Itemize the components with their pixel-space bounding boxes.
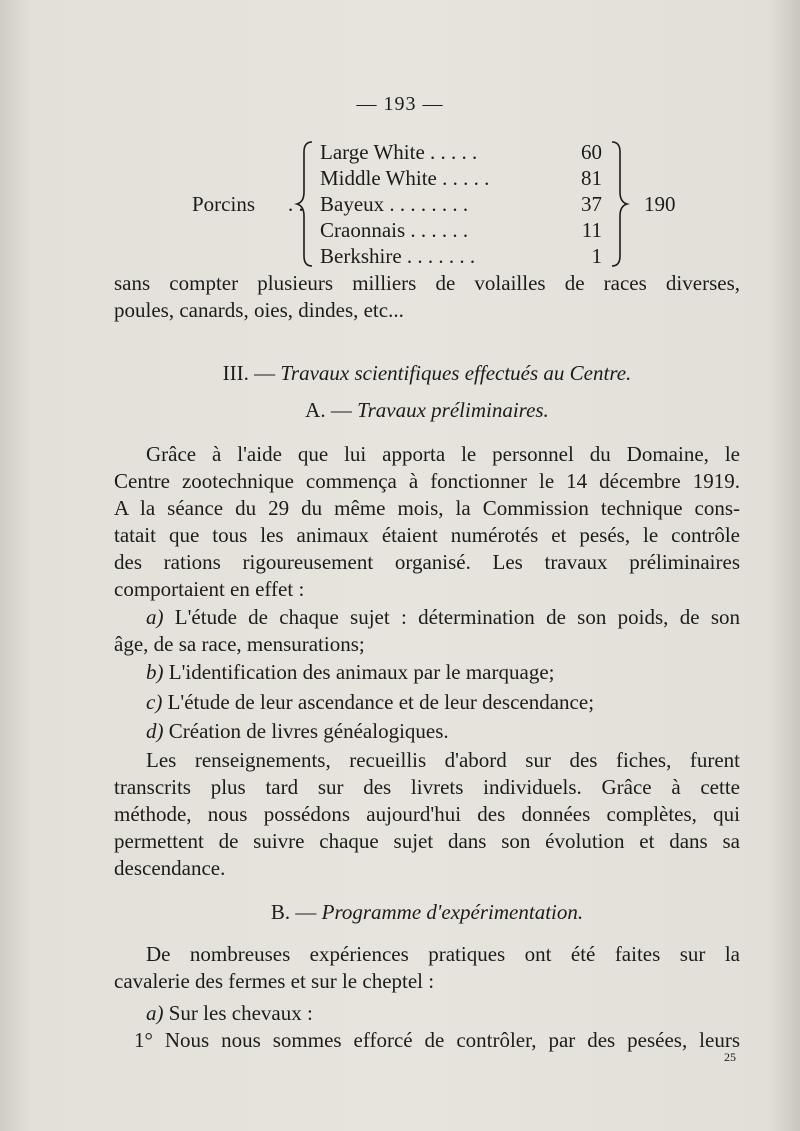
list-letter: c) xyxy=(146,690,163,714)
leader-dots: . . . . . xyxy=(430,140,478,164)
list-letter: d) xyxy=(146,719,164,743)
list-item xyxy=(114,718,740,745)
breed-name: Bayeux xyxy=(320,192,385,216)
total-count: 190 xyxy=(644,192,676,216)
section-title: Travaux scientifiques effectués au Centre. xyxy=(280,361,632,385)
section-heading-iii xyxy=(114,360,740,387)
list-text: L'identification des animaux par le marquage; xyxy=(168,660,555,684)
breed-count: 1 xyxy=(591,244,602,268)
porcins-table xyxy=(190,140,710,276)
text-line: permettent de suivre chaque sujet dans son évolution et dans sa xyxy=(114,829,740,853)
folio-mark: 25 xyxy=(724,1050,736,1064)
leader-dots: . . . . . . . . xyxy=(389,192,469,216)
list-item xyxy=(114,1000,740,1027)
table-row xyxy=(320,218,602,244)
table-row xyxy=(320,140,602,166)
breed-name: Middle White xyxy=(320,166,437,190)
list-text: Sur les chevaux : xyxy=(168,1001,313,1025)
page-number: — 193 — xyxy=(356,93,444,115)
list-number: 1° xyxy=(134,1028,153,1052)
text-line: comportaient en effet : xyxy=(114,577,305,601)
subsection-letter: A. — xyxy=(305,398,352,422)
leader-dots: . . . . . xyxy=(442,166,490,190)
subsection-heading-b xyxy=(114,899,740,926)
list-text: L'étude de leur ascendance et de leur descendance; xyxy=(167,690,595,714)
list-text: Nous nous sommes efforcé de contrôler, par des pesées, leurs xyxy=(164,1028,741,1052)
right-brace xyxy=(608,140,630,268)
breed-name: Berkshire xyxy=(320,244,402,268)
text-line: cavalerie des fermes et sur le cheptel : xyxy=(114,969,435,993)
list-item xyxy=(114,1027,740,1054)
breed-name: Craonnais xyxy=(320,218,406,242)
list-item xyxy=(114,604,740,631)
text-line: transcrits plus tard sur des livrets individuels. Grâce à cette xyxy=(114,775,740,799)
text-line: Les renseignements, recueillis d'abord sur des fiches, furent xyxy=(146,748,740,772)
subsection-heading-a xyxy=(114,397,740,424)
text-line: tatait que tous les animaux étaient numérotés et pesés, le contrôle xyxy=(114,523,740,547)
leader-dots: . . . . . . . xyxy=(406,244,476,268)
table-row xyxy=(320,192,602,218)
text-line: des rations rigoureusement organisé. Les travaux préliminaires xyxy=(114,550,740,574)
text-line: A la séance du 29 du même mois, la Commission technique cons- xyxy=(114,496,740,520)
list-text: L'étude de chaque sujet : détermination de son poids, de son xyxy=(174,605,740,629)
text-line: sans compter plusieurs milliers de volailles de races diverses, xyxy=(114,271,740,295)
subsection-letter: B. — xyxy=(270,900,317,924)
category-dots: . . xyxy=(288,192,304,216)
list-text: Création de livres généalogiques. xyxy=(168,719,449,743)
breed-count: 37 xyxy=(581,192,602,216)
category-label: Porcins xyxy=(192,192,255,216)
left-brace xyxy=(294,140,316,268)
text-line: méthode, nous possédons aujourd'hui des données complètes, qui xyxy=(114,802,740,826)
breed-count: 60 xyxy=(581,140,602,164)
list-item xyxy=(114,689,740,716)
table-row xyxy=(320,166,602,192)
breed-count: 11 xyxy=(581,218,602,242)
text-line: Centre zootechnique commença à fonctionner le 14 décembre 1919. xyxy=(114,469,740,493)
breed-count: 81 xyxy=(581,166,602,190)
breed-name: Large White xyxy=(320,140,425,164)
text-line: Grâce à l'aide que lui apporta le personnel du Domaine, le xyxy=(146,442,740,466)
section-number: III. — xyxy=(222,361,276,385)
text-line: De nombreuses expériences pratiques ont été faites sur la xyxy=(146,942,740,966)
leader-dots: . . . . . . xyxy=(410,218,469,242)
subsection-title: Travaux préliminaires. xyxy=(357,398,549,422)
text-line: poules, canards, oies, dindes, etc... xyxy=(114,298,404,322)
list-letter: b) xyxy=(146,660,164,684)
text-line: descendance. xyxy=(114,856,226,880)
list-item xyxy=(114,659,740,686)
list-letter: a) xyxy=(146,605,164,629)
subsection-title: Programme d'expérimentation. xyxy=(321,900,584,924)
text-line: âge, de sa race, mensurations; xyxy=(114,632,365,656)
list-letter: a) xyxy=(146,1001,164,1025)
table-row xyxy=(320,244,602,270)
